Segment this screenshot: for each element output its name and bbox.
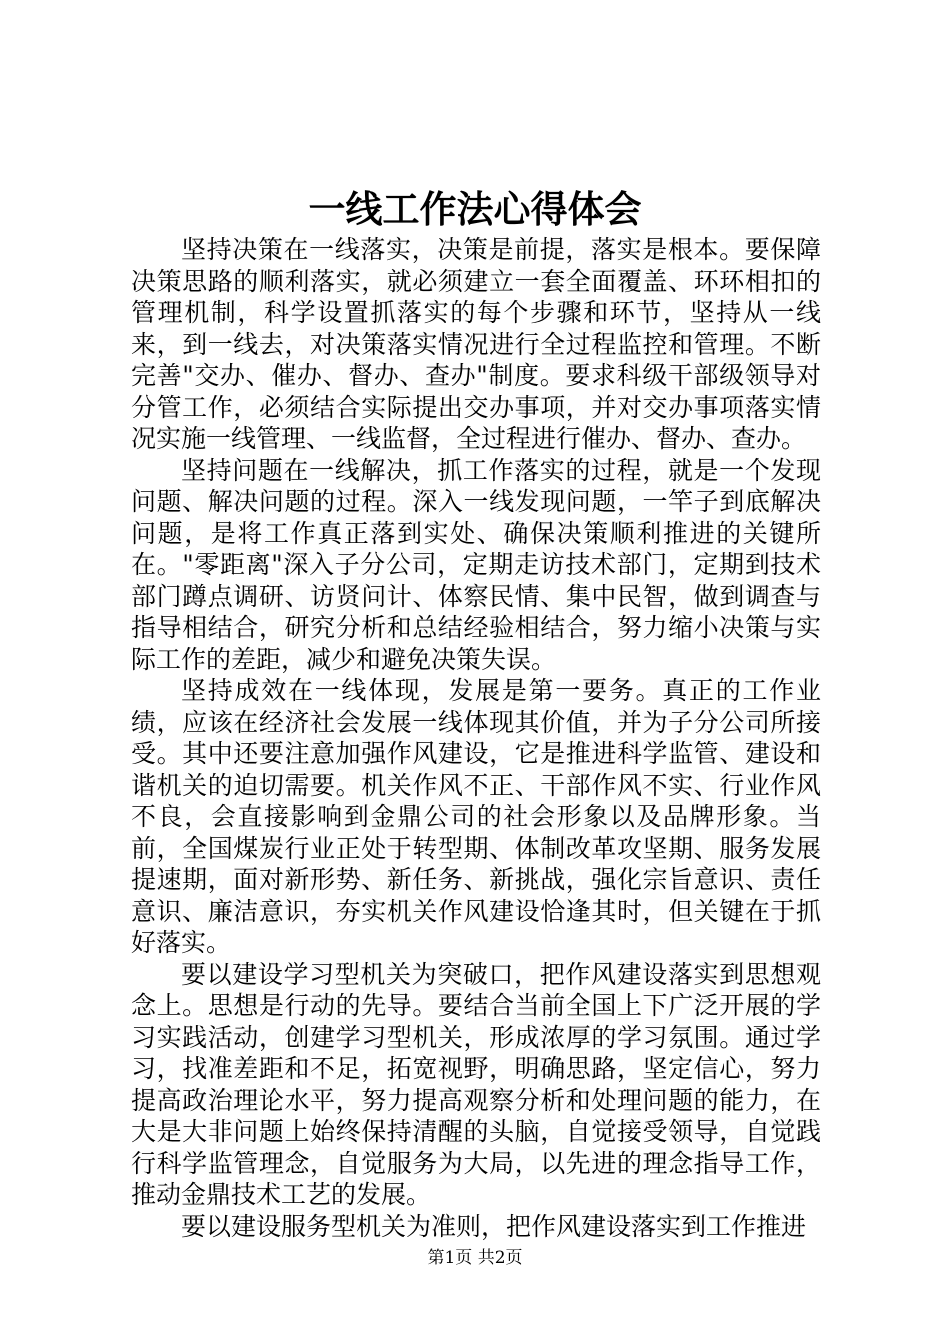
paragraph: 坚持问题在一线解决，抓工作落实的过程，就是一个发现问题、解决问题的过程。深入一线发现问题，一竿子到底解决问题，是将工作真正落到实处、确保决策顺利推进的关键所在。"零距离"深入子分公司，定期走访技术部门，定期到技术部门蹲点调研、访贤问计、体察民情、集中民智，做到调查与指导相结合，研究分析和总结经验相结合，努力缩小决策与实际工作的差距，减少和避免决策失误。 [131, 455, 821, 674]
document-body [131, 234, 821, 1242]
paragraph: 坚持成效在一线体现，发展是第一要务。真正的工作业绩，应该在经济社会发展一线体现其价值，并为子分公司所接受。其中还要注意加强作风建设，它是推进科学监管、建设和谐机关的迫切需要。机关作风不正、干部作风不实、行业作风不良，会直接影响到金鼎公司的社会形象以及品牌形象。当前，全国煤炭行业正处于转型期、体制改革攻坚期、服务发展提速期，面对新形势、新任务、新挑战，强化宗旨意识、责任意识、廉洁意识，夯实机关作风建设恰逢其时，但关键在于抓好落实。 [131, 676, 821, 957]
paragraph: 要以建设服务型机关为准则，把作风建设落实到工作推进 [181, 1211, 807, 1241]
paragraph: 要以建设学习型机关为突破口，把作风建设落实到思想观念上。思想是行动的先导。要结合当前全国上下广泛开展的学习实践活动，创建学习型机关，形成浓厚的学习氛围。通过学习，找准差距和不足，拓宽视野，明确思路，坚定信心，努力提高政治理论水平，努力提高观察分析和处理问题的能力，在大是大非问题上始终保持清醒的头脑，自觉接受领导，自觉践行科学监管理念，自觉服务为大局，以先进的理念指导工作，推动金鼎技术工艺的发展。 [131, 959, 821, 1209]
paragraph: 坚持决策在一线落实，决策是前提，落实是根本。要保障决策思路的顺利落实，就必须建立一套全面覆盖、环环相扣的管理机制，科学设置抓落实的每个步骤和环节，坚持从一线来，到一线去，对决策落实情况进行全过程监控和管理。不断完善"交办、催办、督办、查办"制度。要求科级干部级领导对分管工作，必须结合实际提出交办事项，并对交办事项落实情况实施一线管理、一线监督，全过程进行催办、督办、查办。 [131, 235, 821, 453]
document-title: 一线工作法心得体会 [308, 187, 642, 231]
page-number-footer: 第1页 共2页 [427, 1248, 523, 1268]
